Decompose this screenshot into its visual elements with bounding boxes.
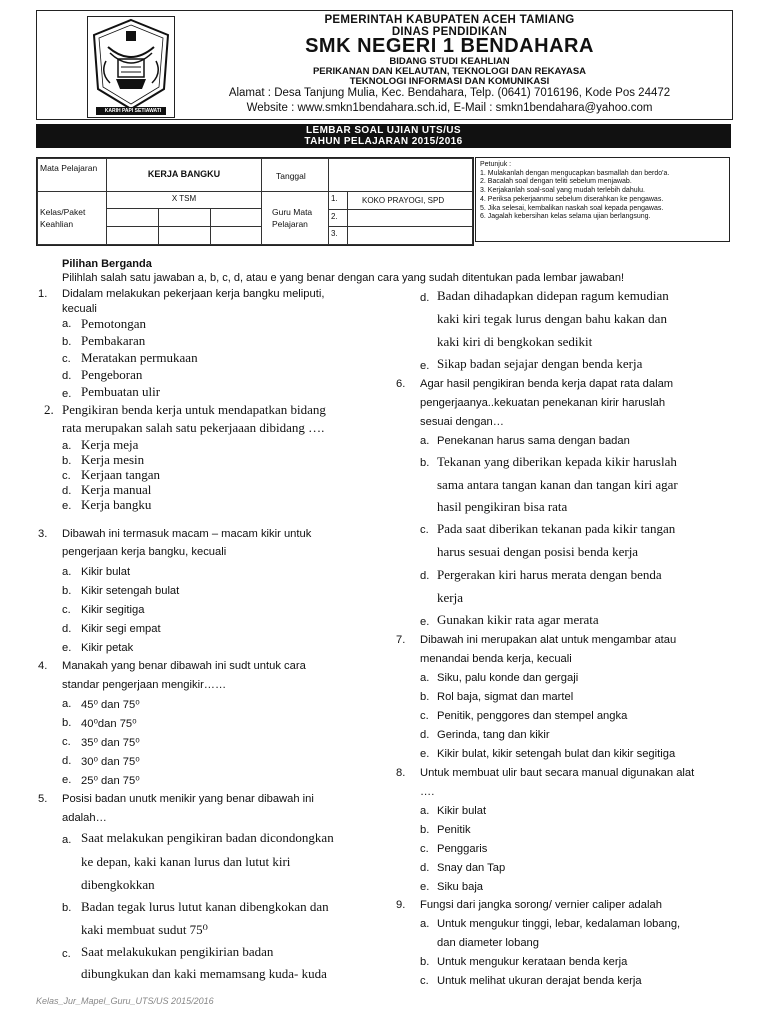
question-text: Kikir petak: [81, 642, 134, 654]
question-text: 40⁰dan 75⁰: [81, 718, 137, 730]
header-line-2: DINAS PENDIDIKAN: [391, 26, 508, 38]
item-marker: 1.: [38, 288, 48, 300]
class-label: Kelas/Paket Keahlian: [37, 191, 107, 245]
question-text: Kikir segitiga: [81, 604, 145, 616]
question-text: kerja: [437, 590, 463, 605]
question-text: Snay dan Tap: [437, 862, 506, 874]
item-marker: c.: [62, 470, 71, 482]
item-marker: 6.: [396, 378, 406, 390]
class-cell: [210, 226, 262, 245]
class-cell: [106, 226, 159, 245]
question-text: Kikir setengah bulat: [81, 585, 180, 597]
question-text: Kikir bulat: [81, 566, 131, 578]
question-text: Rol baja, sigmat dan martel: [437, 691, 574, 703]
class-cell: [158, 226, 211, 245]
question-text: Didalam melakukan pekerjaan kerja bangku meliputi,: [62, 288, 325, 300]
item-marker: d.: [62, 370, 72, 382]
class-cell: [106, 208, 159, 227]
school-website: Website : www.smkn1bendahara.sch.id, E-Mail : smkn1bendahara@yahoo.com: [246, 102, 653, 114]
page-footer: Kelas_Jur_Mapel_Guru_UTS/US 2015/2016: [36, 996, 214, 1006]
question-text: Dibawah ini termasuk macam – macam kikir untuk: [62, 528, 312, 540]
item-marker: 5.: [38, 793, 48, 805]
question-text: kaki membuat sudut 75⁰: [81, 922, 208, 937]
question-text: Pengeboran: [81, 367, 143, 382]
section-instruction: Pilihlah salah satu jawaban a, b, c, d, atau e yang benar dengan cara yang sudah ditentukan pada lembar jawaban!: [62, 272, 625, 284]
item-marker: c.: [62, 604, 71, 616]
item-marker: a.: [62, 318, 72, 330]
item-marker: d.: [62, 485, 72, 497]
item-marker: a.: [420, 435, 430, 447]
question-text: Meratakan permukaan: [81, 350, 198, 365]
question-text: Gerinda, tang dan kikir: [437, 729, 550, 741]
item-marker: 4.: [38, 660, 48, 672]
question-text: kaki kiri di bengkokan sedikit: [437, 334, 593, 349]
instruction-item: 5. Jika selesai, kembalikan naskah soal kepada pengawas.: [480, 204, 664, 212]
item-marker: c.: [62, 736, 71, 748]
section-title: Pilihan Berganda: [62, 258, 152, 270]
question-text: Kikir segi empat: [81, 623, 161, 635]
item-marker: c.: [420, 524, 429, 536]
exam-title-band: [36, 124, 731, 148]
question-text: Siku, palu konde dan gergaji: [437, 672, 579, 684]
question-text: Penitik: [437, 824, 471, 836]
question-text: rata merupakan salah satu pekerjaaan dibidang ….: [62, 420, 325, 435]
teacher-label: Guru Mata Pelajaran: [261, 191, 329, 245]
question-text: Sikap badan sejajar dengan benda kerja: [437, 356, 643, 371]
header-line-5: PERIKANAN DAN KELAUTAN, TEKNOLOGI DAN REKAYASA: [312, 66, 587, 77]
question-text: sama antara tangan kanan dan tangan kiri agar: [437, 477, 678, 492]
question-text: Agar hasil pengikiran benda kerja dapat rata dalam: [420, 378, 674, 390]
instructions-box: [475, 157, 730, 242]
item-marker: b.: [420, 691, 430, 703]
item-marker: a.: [420, 672, 430, 684]
question-text: standar pengerjaan mengikir……: [62, 679, 227, 691]
question-text: sesuai dengan…: [420, 416, 504, 428]
logo-caption: KARIH PAPI SETIAWATI: [104, 108, 162, 114]
question-text: Penggaris: [437, 843, 488, 855]
question-text: pengerjaan kerja bangku, kecuali: [62, 546, 227, 558]
header-line-4: BIDANG STUDI KEAHLIAN: [389, 56, 510, 67]
regional-emblem-icon: [87, 16, 175, 118]
question-text: Kerjaan tangan: [81, 467, 161, 482]
school-name: SMK NEGERI 1 BENDAHARA: [305, 35, 594, 57]
question-text: Fungsi dari jangka sorong/ vernier caliper adalah: [420, 899, 662, 911]
instruction-item: 3. Kerjakanlah soal-soal yang mudah terlebih dahulu.: [480, 187, 645, 195]
letterhead: [36, 10, 733, 120]
question-text: dan diameter lobang: [437, 937, 540, 949]
question-text: Penitik, penggores dan stempel angka: [437, 710, 628, 722]
item-marker: d.: [62, 755, 72, 767]
item-marker: d.: [420, 292, 430, 304]
question-text: Pada saat diberikan tekanan pada kikir tangan: [437, 521, 676, 536]
instruction-item: 4. Periksa pekerjaanmu sebelum diserahkan ke pengawas.: [480, 195, 664, 203]
item-marker: e.: [62, 642, 72, 654]
item-marker: c.: [420, 843, 429, 855]
question-text: hasil pengikiran bisa rata: [437, 499, 568, 514]
question-text: Badan tegak lurus lutut kanan dibengkokan dan: [81, 899, 329, 914]
item-marker: e.: [62, 774, 72, 786]
question-text: Tekanan yang diberikan kepada kikir haruslah: [437, 454, 677, 469]
question-text: Pengikiran benda kerja untuk mendapatkan bidang: [62, 402, 326, 417]
teacher-number: 1.: [328, 191, 348, 210]
question-text: adalah…: [62, 812, 107, 824]
item-marker: a.: [62, 566, 72, 578]
item-marker: c.: [420, 975, 429, 987]
date-label: Tanggal: [261, 158, 329, 192]
header-line-6: TEKNOLOGI INFORMASI DAN KOMUNIKASI: [349, 76, 550, 87]
instruction-item: 2. Bacalah soal dengan teliti sebelum menjawab.: [480, 178, 632, 186]
item-marker: b.: [420, 824, 430, 836]
question-text: Kerja meja: [81, 437, 139, 452]
exam-info-table: [36, 157, 474, 246]
class-cell: [210, 208, 262, 227]
teacher-name: KOKO PRAYOGI, SPD: [347, 191, 473, 210]
item-marker: b.: [62, 336, 72, 348]
item-marker: b.: [62, 455, 72, 467]
question-text: kaki kiri tegak lurus dengan bahu kakan dan: [437, 311, 667, 326]
question-text: Saat melakukukan pengikirian badan: [81, 944, 274, 959]
question-text: Kikir bulat, kikir setengah bulat dan kikir segitiga: [437, 748, 676, 760]
item-marker: d.: [420, 862, 430, 874]
question-text: Badan dihadapkan didepan ragum kemudian: [437, 288, 669, 303]
item-marker: e.: [62, 388, 72, 400]
item-marker: b.: [420, 956, 430, 968]
item-marker: 3.: [38, 528, 48, 540]
class-cell: [158, 208, 211, 227]
question-text: dibengkokkan: [81, 877, 155, 892]
item-marker: c.: [420, 710, 429, 722]
teacher-number: 2.: [328, 209, 348, 227]
question-text: Manakah yang benar dibawah ini sudt untuk cara: [62, 660, 306, 672]
subject-value: KERJA BANGKU: [106, 158, 262, 192]
teacher-name-empty: [347, 209, 473, 227]
question-text: kecuali: [62, 303, 97, 315]
question-text: 25⁰ dan 75⁰: [81, 775, 140, 787]
item-marker: b.: [62, 585, 72, 597]
item-marker: a.: [62, 440, 72, 452]
question-text: Kerja manual: [81, 482, 152, 497]
date-value[interactable]: [328, 158, 473, 192]
question-text: Untuk melihat ukuran derajat benda kerja: [437, 975, 642, 987]
item-marker: e.: [420, 748, 430, 760]
teacher-number: 3.: [328, 226, 348, 245]
question-text: 45⁰ dan 75⁰: [81, 699, 140, 711]
exam-title: LEMBAR SOAL UJIAN UTS/US: [306, 125, 461, 136]
question-text: Kerja bangku: [81, 497, 152, 512]
question-text: Penekanan harus sama dengan badan: [437, 435, 630, 447]
item-marker: e.: [62, 500, 72, 512]
item-marker: a.: [420, 805, 430, 817]
item-marker: 7.: [396, 634, 406, 646]
question-text: 30⁰ dan 75⁰: [81, 756, 140, 768]
instruction-item: 1. Mulakanlah dengan mengucapkan basmallah dan berdo'a.: [480, 169, 670, 177]
instruction-item: 6. Jagalah kebersihan kelas selama ujian berlangsung.: [480, 213, 651, 221]
question-text: Siku baja: [437, 881, 484, 893]
question-text: Untuk mengukur kerataan benda kerja: [437, 956, 628, 968]
school-address: Alamat : Desa Tanjung Mulia, Kec. Bendahara, Telp. (0641) 7016196, Kode Pos 24472: [228, 87, 671, 99]
item-marker: e.: [420, 881, 430, 893]
question-text: Dibawah ini merupakan alat untuk mengambar atau: [420, 634, 677, 646]
question-text: harus sesuai dengan posisi benda kerja: [437, 544, 639, 559]
item-marker: a.: [62, 834, 72, 846]
subject-label: Mata Pelajaran: [37, 158, 107, 192]
item-marker: e.: [420, 616, 430, 628]
question-text: Untuk membuat ulir baut secara manual digunakan alat: [420, 767, 695, 779]
item-marker: 8.: [396, 767, 406, 779]
question-text: pengerjaanya..kekuatan penekanan kirir haruslah: [420, 397, 666, 409]
item-marker: b.: [420, 457, 430, 469]
question-text: Pembuatan ulir: [81, 384, 161, 399]
question-text: ke depan, kaki kanan lurus dan lutut kiri: [81, 854, 291, 869]
academic-year: TAHUN PELAJARAN 2015/2016: [304, 136, 463, 147]
item-marker: a.: [62, 698, 72, 710]
teacher-name-empty: [347, 226, 473, 245]
question-text: Posisi badan unutk menikir yang benar dibawah ini: [62, 793, 314, 805]
item-marker: d.: [420, 729, 430, 741]
item-marker: e.: [420, 360, 430, 372]
question-text: Saat melakukan pengikiran badan dicondongkan: [81, 830, 334, 845]
item-marker: a.: [420, 918, 430, 930]
item-marker: c.: [62, 948, 71, 960]
question-text: Pemotongan: [81, 316, 146, 331]
instructions-title: Petunjuk :: [480, 161, 512, 168]
question-text: ….: [420, 786, 435, 798]
question-text: Gunakan kikir rata agar merata: [437, 612, 599, 627]
question-text: dibungkukan dan kaki memamsang kuda- kuda: [81, 966, 327, 981]
question-text: Kerja mesin: [81, 452, 145, 467]
item-marker: 9.: [396, 899, 406, 911]
item-marker: c.: [62, 353, 71, 365]
question-text: Kikir bulat: [437, 805, 487, 817]
question-text: 35⁰ dan 75⁰: [81, 737, 140, 749]
instructions-list: [480, 170, 725, 222]
question-text: Pergerakan kiri harus merata dengan benda: [437, 567, 662, 582]
class-value: X TSM: [106, 191, 262, 209]
item-marker: d.: [62, 623, 72, 635]
question-text: Untuk mengukur tinggi, lebar, kedalaman lobang,: [437, 918, 681, 930]
header-line-1: PEMERINTAH KABUPATEN ACEH TAMIANG: [324, 14, 575, 26]
item-marker: d.: [420, 570, 430, 582]
item-marker: 2.: [44, 402, 54, 417]
question-text: Pembakaran: [81, 333, 146, 348]
question-text: menandai benda kerja, kecuali: [420, 653, 572, 665]
item-marker: b.: [62, 902, 72, 914]
item-marker: b.: [62, 717, 72, 729]
